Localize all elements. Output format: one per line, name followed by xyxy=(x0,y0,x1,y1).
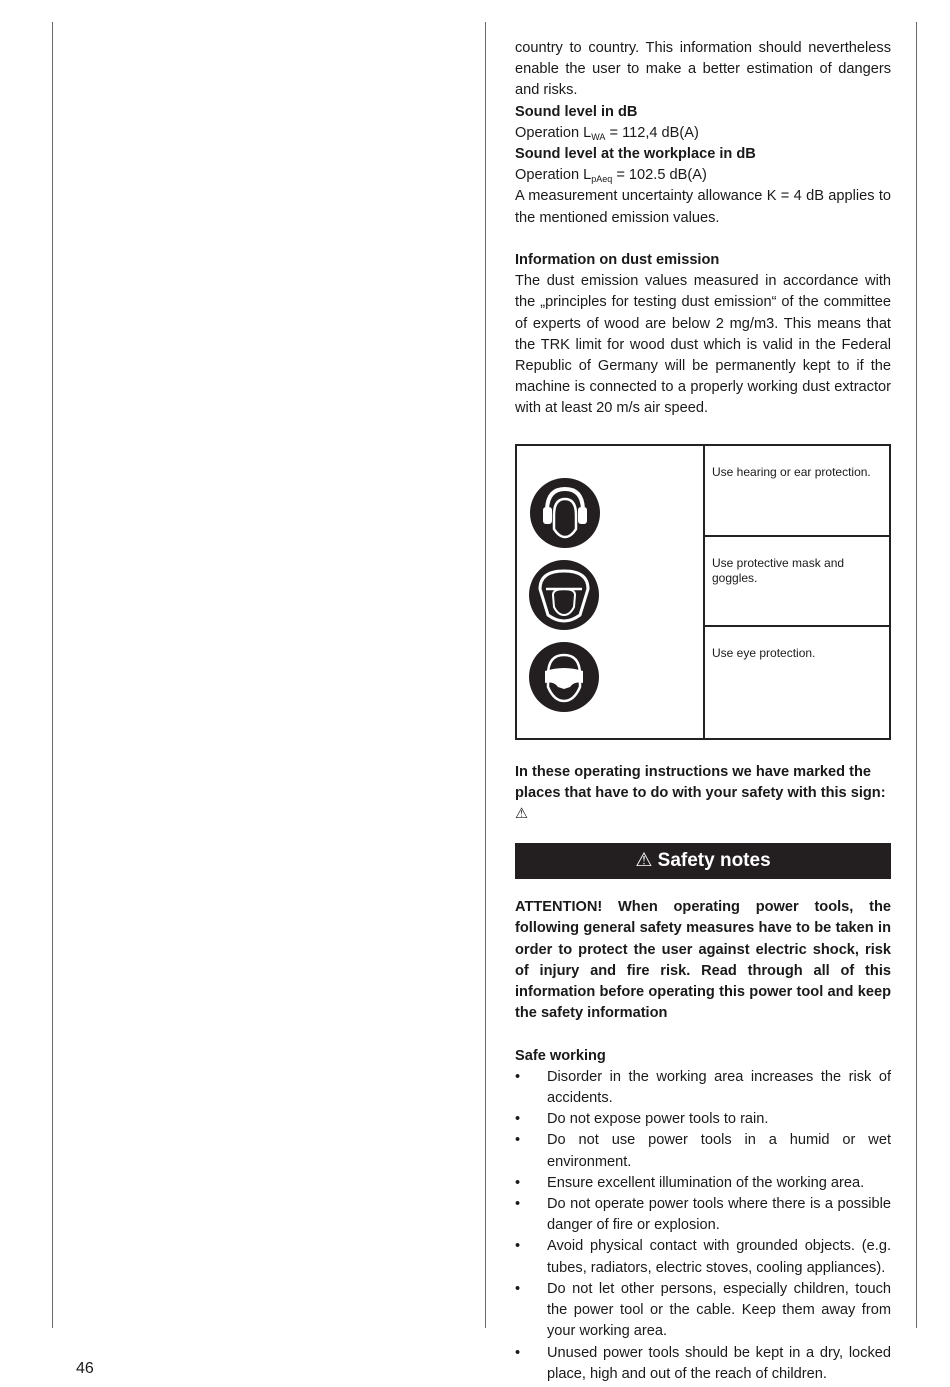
list-item xyxy=(515,1343,891,1385)
face-shield-icon xyxy=(528,559,600,631)
list-item-text: Do not expose power tools to rain. xyxy=(547,1111,769,1128)
safe-working-heading: Safe working xyxy=(515,1047,606,1064)
bullet-glyph: • xyxy=(515,1280,521,1297)
list-item xyxy=(515,1194,891,1236)
uncertainty-paragraph: A measurement uncertainty allowance K = 4 dB applies to the mentioned emission values. xyxy=(515,188,891,226)
table-divider-1 xyxy=(705,535,889,537)
list-item xyxy=(515,1109,891,1130)
center-column-rule xyxy=(485,22,486,1328)
bullet-glyph: • xyxy=(515,1132,521,1149)
goggles-icon xyxy=(528,641,600,713)
list-item-text: Do not operate power tools where there is a possible danger of fire or explosion. xyxy=(547,1196,891,1234)
bullet-glyph: • xyxy=(515,1344,521,1361)
op2-subscript: pAeq xyxy=(591,174,613,185)
bullet-glyph: • xyxy=(515,1111,521,1128)
op2-prefix: Operation L xyxy=(515,167,592,184)
list-item-text: Unused power tools should be kept in a dry, locked place, high and out of the reach of children. xyxy=(547,1344,891,1382)
op2-value: = 102.5 dB(A) xyxy=(612,167,707,184)
right-text-column xyxy=(515,38,891,1385)
list-item xyxy=(515,1067,891,1109)
bullet-glyph: • xyxy=(515,1196,521,1213)
spacer xyxy=(515,229,891,250)
list-item-text: Do not use power tools in a humid or wet environment. xyxy=(547,1132,891,1170)
ppe-row-mask-text: Use protective mask and goggles. xyxy=(712,555,845,585)
ear-protection-icon xyxy=(529,477,601,549)
bullet-glyph: • xyxy=(515,1174,521,1191)
spacer xyxy=(515,1024,891,1045)
list-item-text: Do not let other persons, especially children, touch the power tool or the cable. Keep them away from your working area. xyxy=(547,1280,891,1340)
bullet-glyph: • xyxy=(515,1238,521,1255)
dust-heading: Information on dust emission xyxy=(515,252,720,269)
bullet-glyph: • xyxy=(515,1068,521,1085)
op1-prefix: Operation L xyxy=(515,124,592,141)
sound-level-line xyxy=(515,123,891,144)
ppe-row-hearing-text: Use hearing or ear protection. xyxy=(712,464,871,479)
right-margin-rule xyxy=(916,22,917,1328)
sound-level-heading: Sound level in dB xyxy=(515,103,638,120)
attention-paragraph: ATTENTION! When operating power tools, the following general safety measures have to be taken in order to protect the user against electric shock, risk of injury and fire risk. Read through all of this information before operating this power tool and keep the safety information xyxy=(515,899,891,1022)
list-item-text: Disorder in the working area increases the risk of accidents. xyxy=(547,1068,891,1107)
list-item xyxy=(515,1236,891,1278)
list-item-text: Ensure excellent illumination of the working area. xyxy=(547,1174,865,1191)
intro-paragraph: country to country. This information should nevertheless enable the user to make a better estimation of dangers and risks. xyxy=(515,40,891,99)
ppe-table xyxy=(515,444,891,740)
left-margin-rule xyxy=(52,22,53,1328)
list-item xyxy=(515,1130,891,1172)
workplace-sound-heading: Sound level at the workplace in dB xyxy=(515,146,756,163)
dust-paragraph: The dust emission values measured in accordance with the „principles for testing dust emission“ of the committee of experts of wood are below 2 mg/m3. This means that the TRK limit for wood dust which is valid in the Federal Republic of Germany will be permanently kept to if the machine is connected to a properly working dust extractor with at least 20 m/s air speed. xyxy=(515,273,891,417)
op1-subscript: WA xyxy=(591,131,606,142)
list-item xyxy=(515,1279,891,1343)
marked-places-note: In these operating instructions we have marked the places that have to do with your safety with this sign: ⚠ xyxy=(515,763,886,823)
ppe-row-eye-text: Use eye protection. xyxy=(712,645,816,660)
list-item xyxy=(515,1173,891,1194)
op1-value: = 112,4 dB(A) xyxy=(605,124,699,141)
workplace-sound-line xyxy=(515,165,891,186)
page-number: 46 xyxy=(76,1360,94,1377)
table-divider-2 xyxy=(705,625,889,627)
safe-working-list xyxy=(515,1067,891,1385)
safety-notes-banner: ⚠ Safety notes xyxy=(515,843,891,879)
table-divider-vertical xyxy=(703,446,705,738)
list-item-text: Avoid physical contact with grounded objects. (e.g. tubes, radiators, electric stoves, cooling appliances). xyxy=(547,1238,891,1276)
